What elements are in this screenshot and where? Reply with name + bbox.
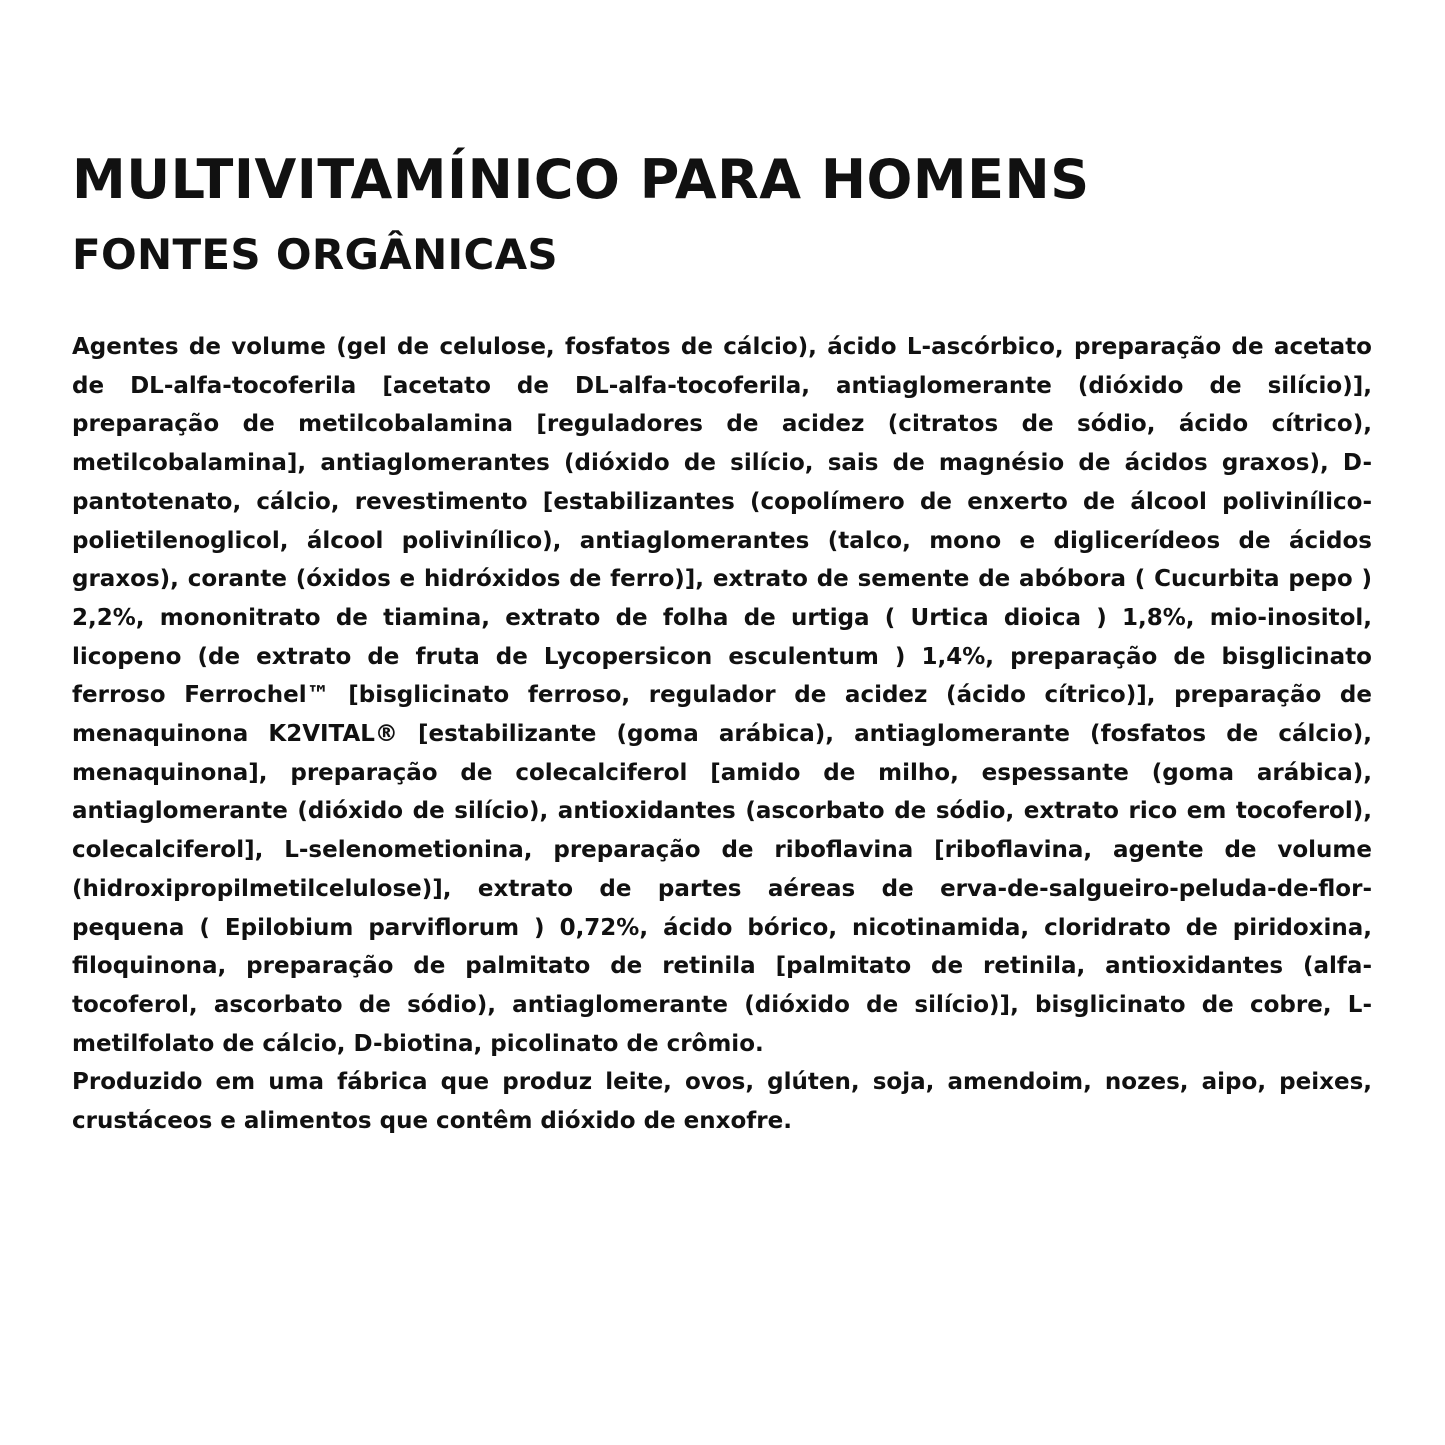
- product-subtitle: FONTES ORGÂNICAS: [72, 230, 558, 279]
- ingredients-section: [72, 328, 1372, 1141]
- product-title: MULTIVITAMÍNICO PARA HOMENS: [72, 148, 1090, 211]
- allergen-notice: Produzido em uma fábrica que produz leite, ovos, glúten, soja, amendoim, nozes, aipo, peixes, crustáceos e alimentos que contêm dióxido de enxofre.: [72, 1069, 1372, 1135]
- ingredients-list: Agentes de volume (gel de celulose, fosfatos de cálcio), ácido L-ascórbico, preparação de acetato de DL-alfa-tocoferila [acetato de DL-alfa-tocoferila, antiaglomerante (dióxido de silício)], preparação de metilcobalamina [reguladores de acidez (citratos de sódio, ácido cítrico), metilcobalamina], antiaglomerantes (dióxido de silício, sais de magnésio de ácidos graxos), D-pantotenato, cálcio, revestimento [estabilizantes (copolímero de enxerto de álcool polivinílico-polietilenoglicol, álcool polivinílico), antiaglomerantes (talco, mono e diglicerídeos de ácidos graxos), corante (óxidos e hidróxidos de ferro)], extrato de semente de abóbora ( Cucurbita pepo ) 2,2%, mononitrato de tiamina, extrato de folha de urtiga ( Urtica dioica ) 1,8%, mio-inositol, licopeno (de extrato de fruta de Lycopersicon esculentum ) 1,4%, preparação de bisglicinato ferroso Ferrochel™ [bisglicinato ferroso, regulador de acidez (ácido cítrico)], preparação de menaquinona K2VITAL® [estabilizante (goma arábica), antiaglomerante (fosfatos de cálcio), menaquinona], preparação de colecalciferol [amido de milho, espessante (goma arábica), antiaglomerante (dióxido de silício), antioxidantes (ascorbato de sódio, extrato rico em tocoferol), colecalciferol], L-selenometionina, preparação de riboflavina [riboflavina, agente de volume (hidroxipropilmetilcelulose)], extrato de partes aéreas de erva-de-salgueiro-peluda-de-flor-pequena ( Epilobium parviflorum ) 0,72%, ácido bórico, nicotinamida, cloridrato de piridoxina, filoquinona, preparação de palmitato de retinila [palmitato de retinila, antioxidantes (alfa-tocoferol, ascorbato de sódio), antiaglomerante (dióxido de silício)], bisglicinato de cobre, L-metilfolato de cálcio, D-biotina, picolinato de crômio.: [72, 334, 1372, 1057]
